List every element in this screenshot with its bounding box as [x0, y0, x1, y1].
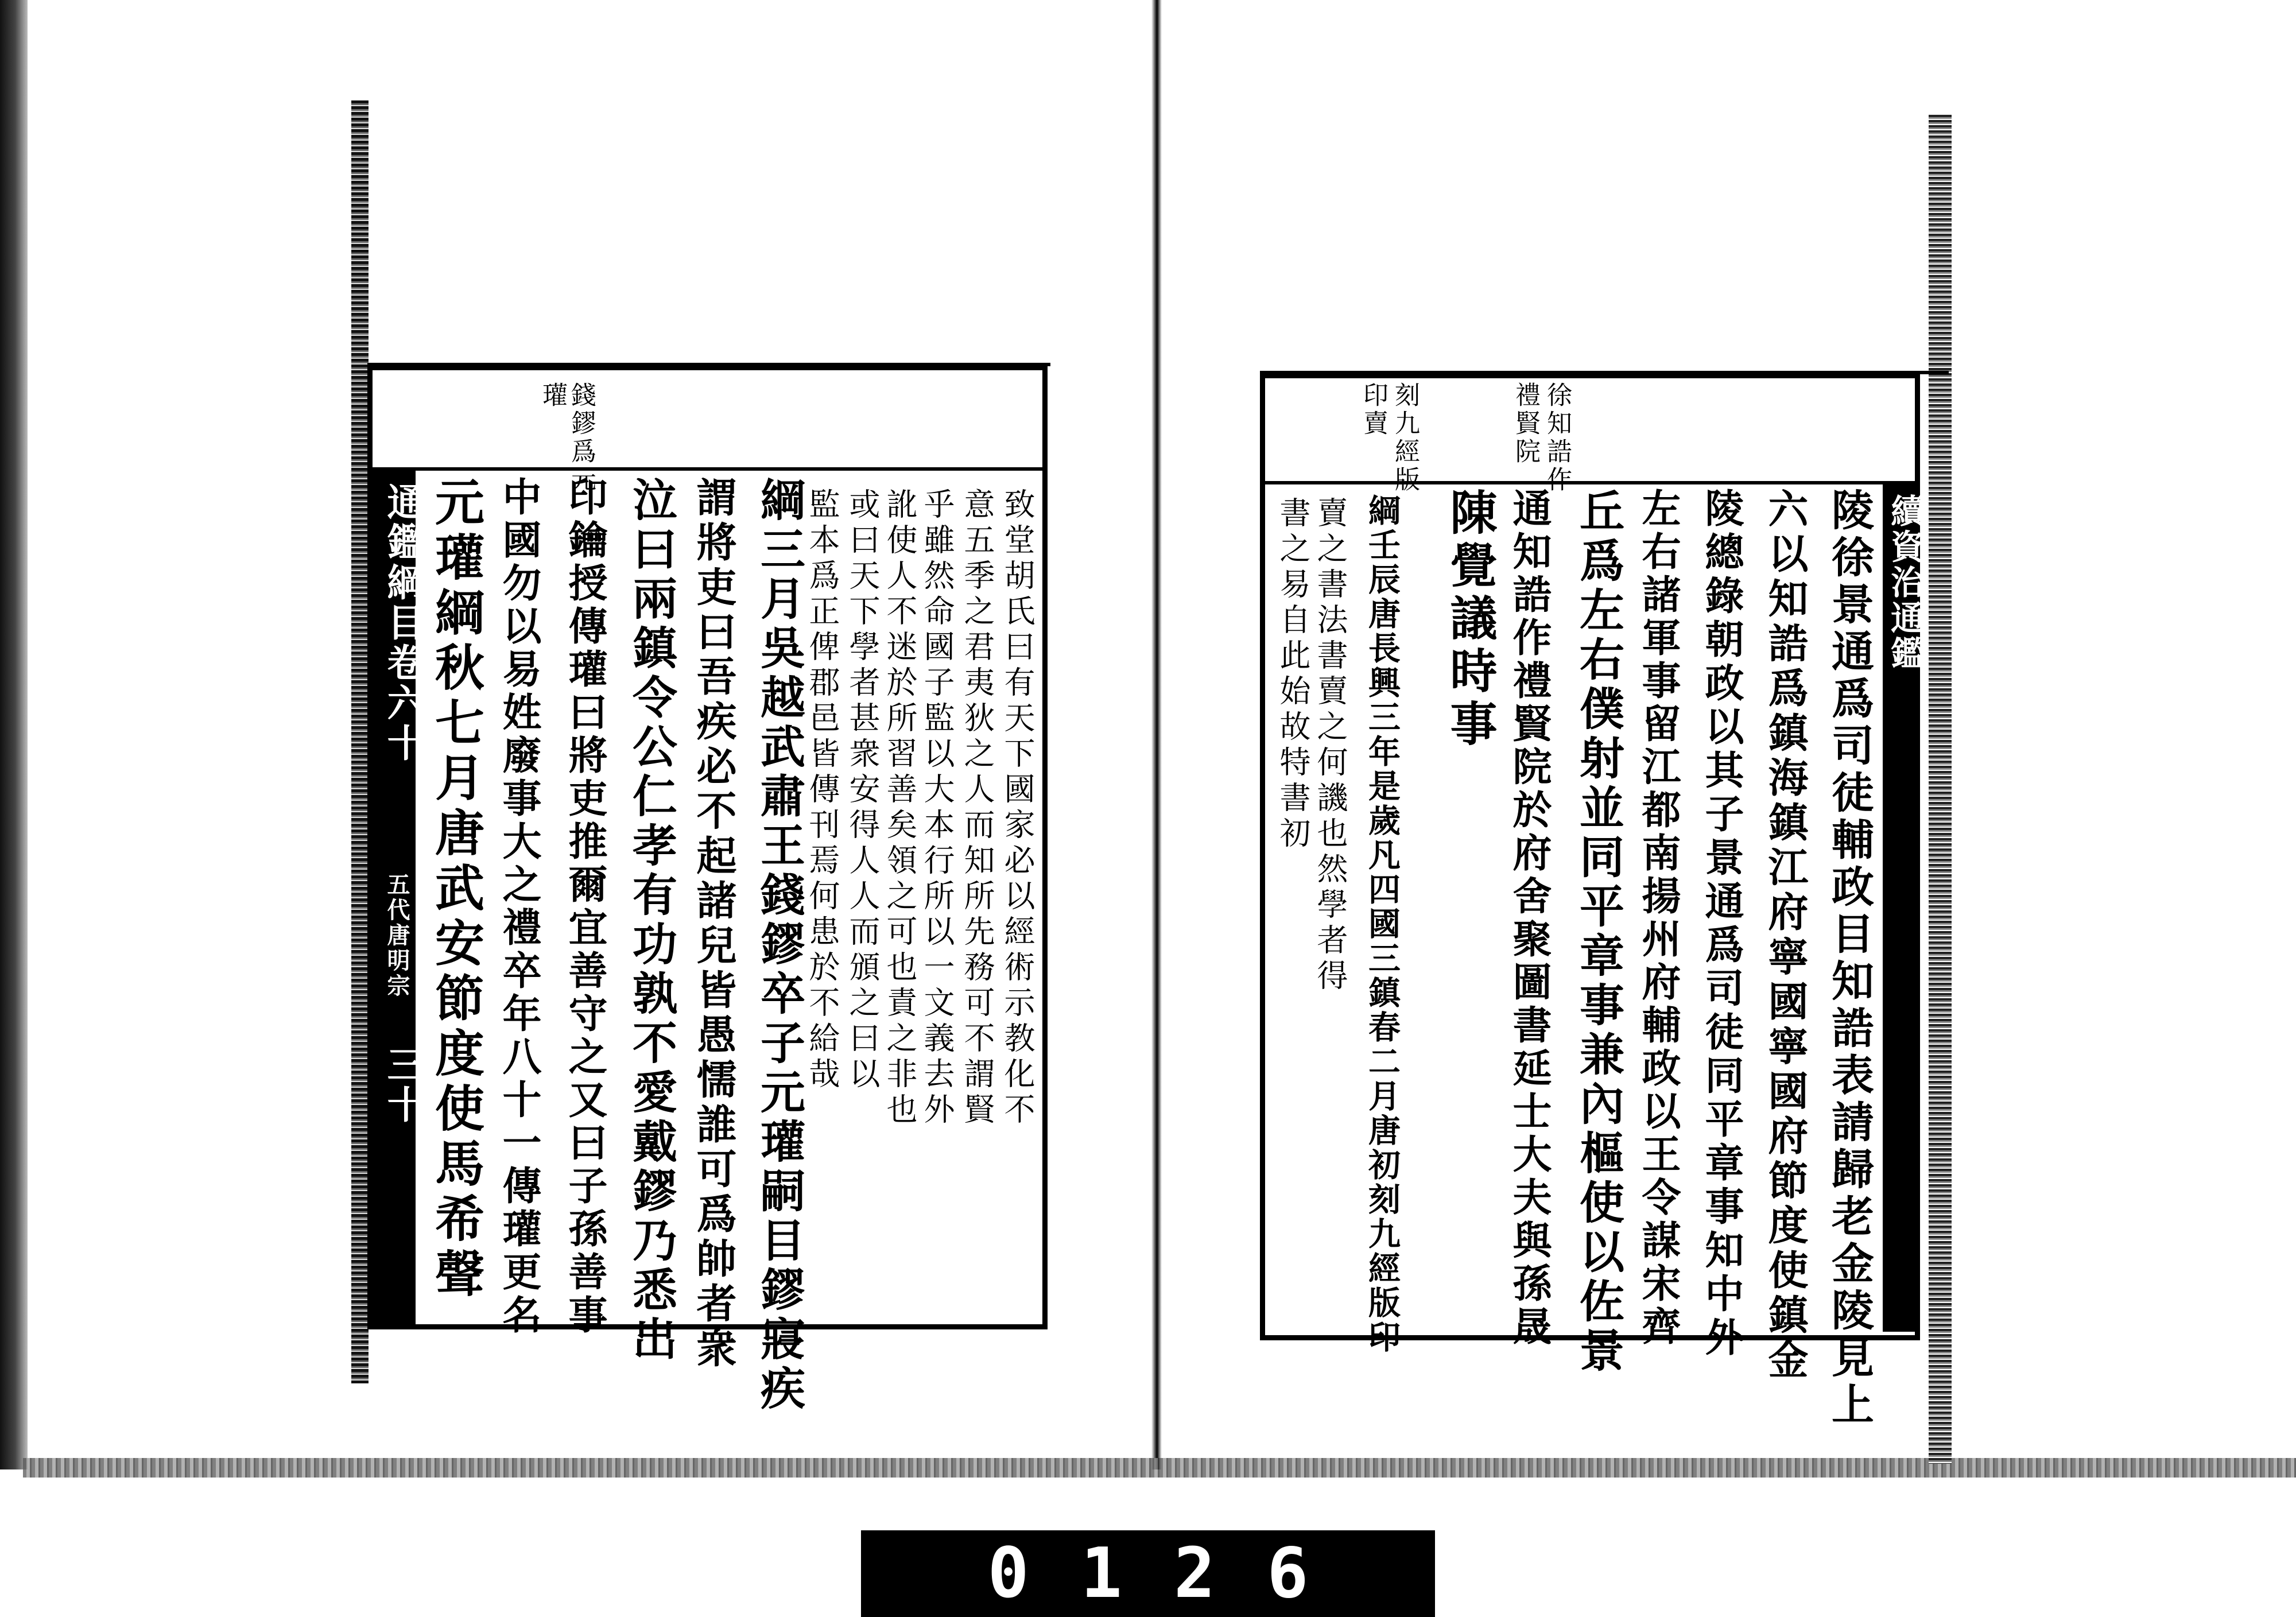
right-page-edge [1929, 115, 1952, 1464]
left-col-9: 泣曰兩鎮令公仁孝有功孰不愛戴鏐乃悉出 [625, 476, 677, 1365]
left-foredge-number: 三十 [381, 1045, 425, 1125]
left-col-8: 謂將吏曰吾疾必不起諸兒皆愚懦誰可爲帥者衆 [690, 476, 738, 1372]
left-foredge-sub: 五代唐明宗 [383, 873, 410, 999]
left-col-3: 乎雖然命國子監以大本行所以一文義去外 [919, 488, 955, 1129]
right-head-note-2: 禮賢院 [1511, 382, 1540, 466]
right-foredge [1883, 482, 1924, 1332]
left-col-5: 或曰天下學者甚衆安得人人而頒之曰以 [844, 488, 881, 1093]
left-head-note-2: 瓘 [538, 382, 567, 410]
right-col-3: 陵總錄朝政以其子景通爲司徒同平章事知中外 [1698, 488, 1744, 1360]
left-col-4: 訛使人不迷於所習善矣領之可也責之非也 [882, 488, 918, 1129]
right-head-note-4: 印賣 [1359, 382, 1388, 438]
right-col-8: 綱壬辰唐長興三年是歲凡四國三鎮春二月唐初刻九經版印 [1363, 494, 1401, 1355]
scan-edge-shadow [0, 0, 28, 1469]
right-col-7: 陳覺議時事 [1442, 488, 1498, 752]
right-col-2: 六以知誥爲鎮海鎮江府寧國寧國府節度使鎮金 [1762, 488, 1809, 1383]
right-col-6: 通知誥作禮賢院於府舍聚圖書延士大夫與孫晟 [1506, 488, 1552, 1349]
page-bottom-shadow [23, 1458, 2296, 1478]
right-col-10: 書之易自此始故特書初 [1275, 497, 1311, 852]
left-col-1: 致堂胡氏曰有天下國家必以經術示教化不 [999, 488, 1035, 1129]
left-col-11: 中國勿以易姓廢事大之禮卒年八十一傳瓘更名 [496, 476, 542, 1337]
right-col-4: 左右諸軍事留江都南揚州府輔政以王令謀宋齊 [1635, 488, 1681, 1349]
right-col-1: 陵徐景通爲司徒輔政目知誥表請歸老金陵見上 [1825, 488, 1874, 1429]
left-col-10: 印鑰授傳瓘曰將吏推爾宜善守之又曰子孫善事 [562, 476, 608, 1337]
right-head-note-3: 刻九經版 [1390, 382, 1420, 494]
right-head-note-1: 徐知誥作 [1542, 382, 1572, 494]
left-foredge-title: 通鑑綱目卷六十 [381, 482, 425, 763]
right-col-9: 賣之書法書賣之何譏也然學者得 [1312, 497, 1348, 995]
left-col-6: 監本爲正俾郡邑皆傳刊焉何患於不給哉 [804, 488, 840, 1093]
left-foredge [373, 471, 425, 1326]
right-col-5: 丘爲左右僕射並同平章事兼內樞使以佐景 [1572, 488, 1624, 1376]
left-head-note-1: 錢鏐爲元 [567, 382, 596, 494]
left-page-edge [351, 100, 369, 1383]
microfilm-frame-number [861, 1530, 1435, 1617]
book-gutter [1151, 0, 1162, 1469]
left-col-7: 綱三月吳越武肅王錢鏐卒子元瓘嗣目鏐寢疾 [753, 476, 805, 1414]
left-col-2: 意五季之君夷狄之人而知所先務可不謂賢 [959, 488, 995, 1129]
right-foredge-title: 續資治通鑑 [1885, 494, 1924, 672]
left-col-12: 元瓘綱秋七月唐武安節度使馬希聲 [426, 476, 484, 1303]
left-head-band [373, 370, 1042, 471]
frame-number-text: 0126 [987, 1534, 1360, 1614]
